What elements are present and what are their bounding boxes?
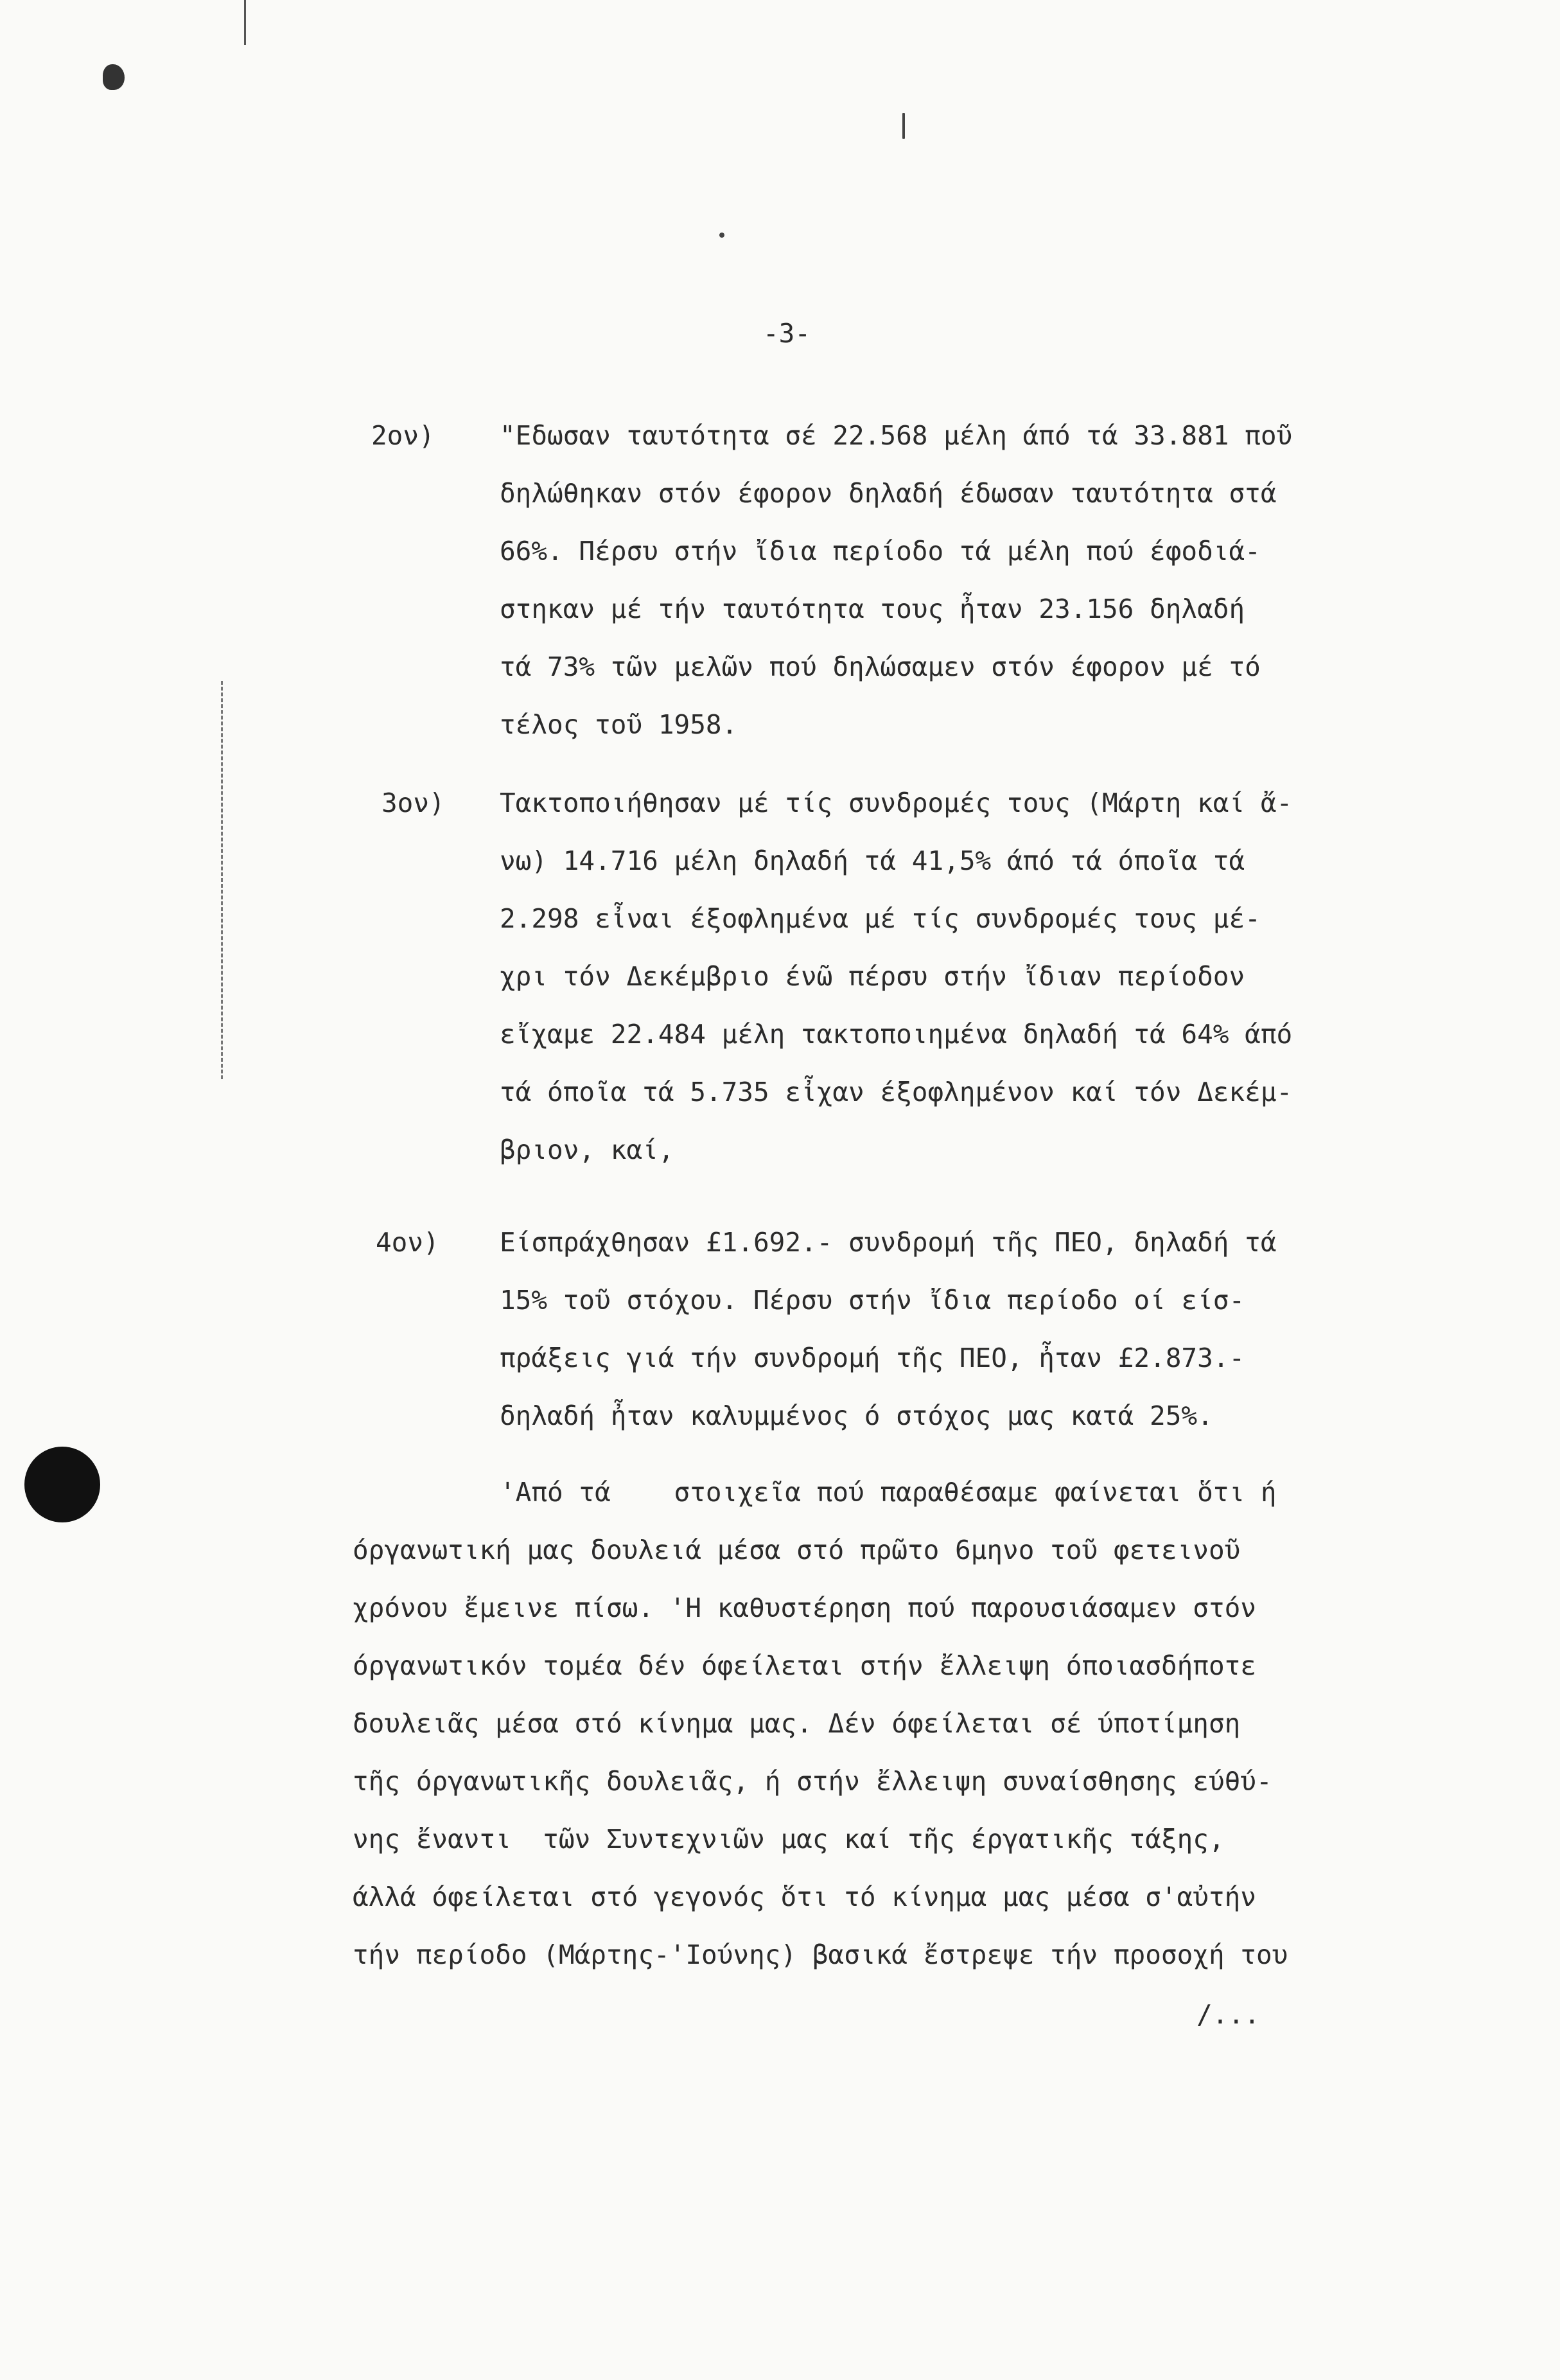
ink-speck — [719, 233, 724, 238]
text-line: τά 73% τῶν μελῶν πού δηλώσαμεν στόν έφορον μέ τό — [500, 651, 1261, 682]
item-paragraph — [500, 1213, 1277, 1445]
text-line: 2.298 εἶναι έξοφλημένα μέ τίς συνδρομές τους μέ- — [500, 903, 1261, 934]
margin-marks — [221, 681, 225, 1079]
text-line: τέλος τοῦ 1958. — [500, 709, 738, 740]
text-line: 'Από τά στοιχεῖα πού παραθέσαμε φαίνεται ὅτι ή — [500, 1477, 1277, 1508]
text-line: εἴχαμε 22.484 μέλη τακτοποιημένα δηλαδή τά 64% άπό — [500, 1019, 1293, 1050]
text-line: νης ἔναντι τῶν Συντεχνιῶν μας καί τῆς έργατικῆς τάξης, — [353, 1824, 1225, 1855]
text-line: τά όποῖα τά 5.735 εἶχαν έξοφλημένον καί τόν Δεκέμ- — [500, 1077, 1293, 1107]
text-line: τήν περίοδο (Μάρτης-'Ιούνης) βασικά ἔστρεψε τήν προσοχή του — [353, 1939, 1288, 1970]
item-label: 4ον) — [376, 1227, 439, 1258]
text-line: άλλά όφείλεται στό γεγονός ὅτι τό κίνημα μας μέσα σ'αὐτήν — [353, 1882, 1256, 1912]
text-line: Είσπράχθησαν £1.692.- συνδρομή τῆς ΠΕΟ, δηλαδή τά — [500, 1227, 1277, 1258]
text-line: "Εδωσαν ταυτότητα σέ 22.568 μέλη άπό τά 33.881 ποῦ — [500, 420, 1293, 451]
conclusion-paragraph — [353, 1463, 1288, 1984]
item-paragraph — [500, 407, 1292, 754]
text-line: πράξεις γιά τήν συνδρομή τῆς ΠΕΟ, ἦταν £2.873.- — [500, 1343, 1245, 1373]
item-label: 3ον) — [381, 788, 445, 818]
text-line: Τακτοποιήθησαν μέ τίς συνδρομές τους (Μάρτη καί ἄ- — [500, 788, 1293, 818]
text-line: δηλώθηκαν στόν έφορον δηλαδή έδωσαν ταυτότητα στά — [500, 478, 1277, 509]
ink-speck — [902, 113, 905, 139]
text-line: τῆς όργανωτικῆς δουλειᾶς, ή στήν ἔλλειψη συναίσθησης εύθύ- — [353, 1766, 1272, 1797]
item-paragraph — [500, 774, 1292, 1179]
text-line: 15% τοῦ στόχου. Πέρσυ στήν ἴδια περίοδο οί είσ- — [500, 1285, 1245, 1316]
text-line: βριον, καί, — [500, 1134, 674, 1165]
text-line: όργανωτικόν τομέα δέν όφείλεται στήν ἔλλειψη όποιασδήποτε — [353, 1650, 1256, 1681]
text-line: 66%. Πέρσυ στήν ἴδια περίοδο τά μέλη πού έφοδιά- — [500, 536, 1261, 567]
text-line: νω) 14.716 μέλη δηλαδή τά 41,5% άπό τά όποῖα τά — [500, 845, 1245, 876]
scan-edge-mark — [244, 0, 246, 45]
page-number: -3- — [763, 318, 811, 349]
ink-smudge — [103, 64, 125, 90]
text-line: δουλειᾶς μέσα στό κίνημα μας. Δέν όφείλεται σέ ύποτίμηση — [353, 1708, 1241, 1739]
punch-hole — [24, 1447, 100, 1522]
text-line: δηλαδή ἦταν καλυμμένος ό στόχος μας κατά 25%. — [500, 1400, 1213, 1431]
text-line: όργανωτική μας δουλειά μέσα στό πρῶτο 6μηνο τοῦ φετεινοῦ — [353, 1535, 1241, 1565]
item-label: 2ον) — [371, 420, 435, 451]
text-line: χρόνου ἔμεινε πίσω. 'Η καθυστέρηση πού παρουσιάσαμεν στόν — [353, 1592, 1256, 1623]
text-line: στηκαν μέ τήν ταυτότητα τους ἦταν 23.156 δηλαδή — [500, 594, 1245, 624]
continuation-marker: /... — [1196, 1999, 1260, 2030]
text-line: χρι τόν Δεκέμβριο ένῶ πέρσυ στήν ἴδιαν περίοδον — [500, 961, 1245, 992]
